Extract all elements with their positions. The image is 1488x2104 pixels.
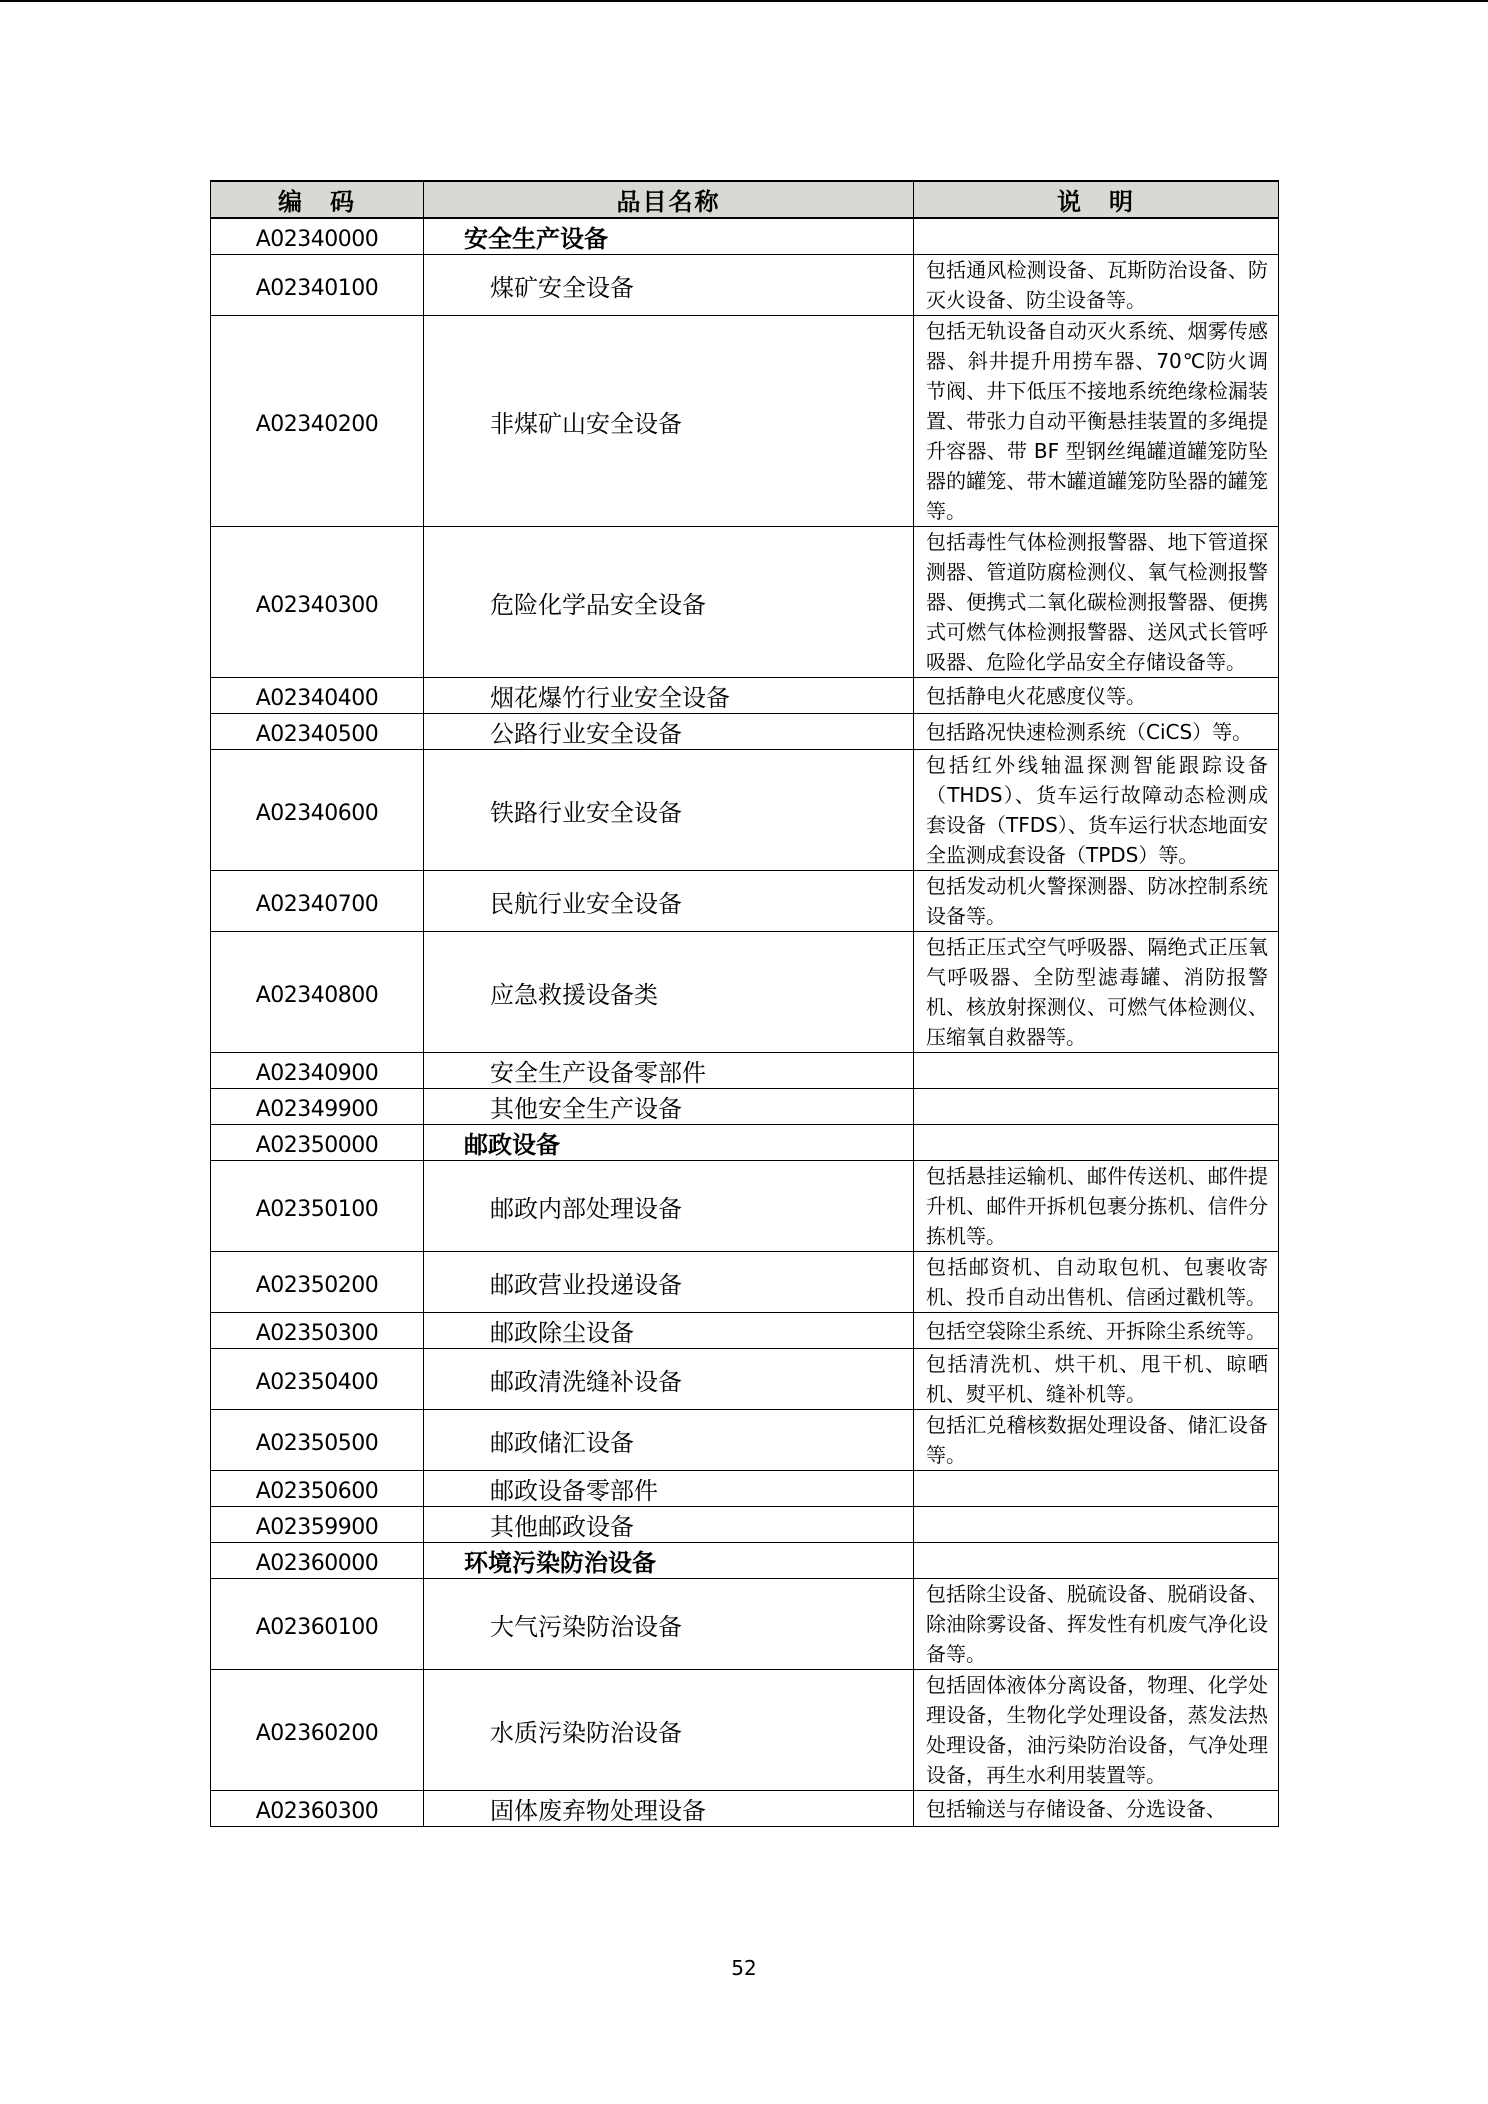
item-code: A02340800 [211,932,424,1053]
item-name: 邮政设备 [424,1125,914,1161]
item-description: 包括除尘设备、脱硫设备、脱硝设备、除油除雾设备、挥发性有机废气净化设备等。 [914,1579,1279,1670]
item-code: A02340200 [211,316,424,527]
item-name: 危险化学品安全设备 [424,527,914,678]
item-name: 邮政内部处理设备 [424,1161,914,1252]
top-border-rule [0,0,1488,2]
item-code: A02340600 [211,750,424,871]
item-name: 铁路行业安全设备 [424,750,914,871]
table-row [211,1579,1279,1670]
item-description: 包括邮资机、自动取包机、包裹收寄机、投币自动出售机、信函过戳机等。 [914,1252,1279,1313]
item-description: 包括输送与存储设备、分选设备、 [914,1791,1279,1827]
item-name: 其他邮政设备 [424,1507,914,1543]
item-code: A02340000 [211,218,424,255]
item-description: 包括悬挂运输机、邮件传送机、邮件提升机、邮件开拆机包裹分拣机、信件分拣机等。 [914,1161,1279,1252]
item-name: 安全生产设备 [424,218,914,255]
item-name: 邮政除尘设备 [424,1313,914,1349]
item-code: A02350400 [211,1349,424,1410]
item-name: 烟花爆竹行业安全设备 [424,678,914,714]
table-row [211,1089,1279,1125]
table-body [211,218,1279,1827]
table-row [211,750,1279,871]
item-description [914,1089,1279,1125]
item-code: A02350500 [211,1410,424,1471]
header-name: 品目名称 [424,181,914,218]
item-description: 包括路况快速检测系统（CiCS）等。 [914,714,1279,750]
table-row [211,1791,1279,1827]
item-name: 其他安全生产设备 [424,1089,914,1125]
item-description: 包括固体液体分离设备，物理、化学处理设备，生物化学处理设备，蒸发法热处理设备，油污染防治设备，气净处理设备，再生水利用装置等。 [914,1670,1279,1791]
table-row [211,1507,1279,1543]
table-row [211,1670,1279,1791]
item-description [914,1507,1279,1543]
item-name: 民航行业安全设备 [424,871,914,932]
item-description: 包括红外线轴温探测智能跟踪设备（THDS）、货车运行故障动态检测成套设备（TFDS）、货车运行状态地面安全监测成套设备（TPDS）等。 [914,750,1279,871]
item-description [914,218,1279,255]
item-name: 安全生产设备零部件 [424,1053,914,1089]
item-code: A02340100 [211,255,424,316]
item-name: 邮政营业投递设备 [424,1252,914,1313]
item-code: A02360300 [211,1791,424,1827]
table-row [211,316,1279,527]
item-code: A02350100 [211,1161,424,1252]
header-desc: 说 明 [914,181,1279,218]
item-code: A02340900 [211,1053,424,1089]
item-name: 水质污染防治设备 [424,1670,914,1791]
page-number: 52 [731,1956,757,1980]
table-row [211,1410,1279,1471]
item-code: A02340300 [211,527,424,678]
item-name: 邮政设备零部件 [424,1471,914,1507]
category-row [211,218,1279,255]
item-code: A02340500 [211,714,424,750]
category-row [211,1125,1279,1161]
item-name: 煤矿安全设备 [424,255,914,316]
item-description: 包括汇兑稽核数据处理设备、储汇设备等。 [914,1410,1279,1471]
table-row [211,678,1279,714]
item-name: 公路行业安全设备 [424,714,914,750]
table-row [211,1252,1279,1313]
item-description: 包括发动机火警探测器、防冰控制系统设备等。 [914,871,1279,932]
item-code: A02350000 [211,1125,424,1161]
catalog-table [210,180,1279,1827]
item-name: 邮政清洗缝补设备 [424,1349,914,1410]
item-description: 包括空袋除尘系统、开拆除尘系统等。 [914,1313,1279,1349]
table-row [211,255,1279,316]
item-name: 非煤矿山安全设备 [424,316,914,527]
item-name: 应急救援设备类 [424,932,914,1053]
item-code: A02350200 [211,1252,424,1313]
item-code: A02360000 [211,1543,424,1579]
item-name: 固体废弃物处理设备 [424,1791,914,1827]
table-row [211,1161,1279,1252]
item-name: 环境污染防治设备 [424,1543,914,1579]
table-row [211,1313,1279,1349]
item-code: A02349900 [211,1089,424,1125]
item-code: A02360200 [211,1670,424,1791]
item-code: A02360100 [211,1579,424,1670]
item-code: A02340700 [211,871,424,932]
table-row [211,932,1279,1053]
item-name: 邮政储汇设备 [424,1410,914,1471]
item-description: 包括正压式空气呼吸器、隔绝式正压氧气呼吸器、全防型滤毒罐、消防报警机、核放射探测仪、可燃气体检测仪、压缩氧自救器等。 [914,932,1279,1053]
item-description [914,1053,1279,1089]
table-row [211,1349,1279,1410]
table-row [211,1471,1279,1507]
item-description [914,1543,1279,1579]
item-description: 包括毒性气体检测报警器、地下管道探测器、管道防腐检测仪、氧气检测报警器、便携式二氧化碳检测报警器、便携式可燃气体检测报警器、送风式长管呼吸器、危险化学品安全存储设备等。 [914,527,1279,678]
item-code: A02350600 [211,1471,424,1507]
table-header [211,181,1279,218]
table-row [211,714,1279,750]
header-row [211,181,1279,218]
item-description: 包括无轨设备自动灭火系统、烟雾传感器、斜井提升用捞车器、70℃防火调节阀、井下低压不接地系统绝缘检漏装置、带张力自动平衡悬挂装置的多绳提升容器、带 BF 型钢丝绳罐道罐笼防坠器的罐笼、带木罐道罐笼防坠器的罐笼等。 [914,316,1279,527]
item-description: 包括通风检测设备、瓦斯防治设备、防灭火设备、防尘设备等。 [914,255,1279,316]
table-row [211,527,1279,678]
header-code: 编 码 [211,181,424,218]
item-description [914,1125,1279,1161]
item-code: A02350300 [211,1313,424,1349]
item-description: 包括静电火花感度仪等。 [914,678,1279,714]
item-description: 包括清洗机、烘干机、甩干机、晾晒机、熨平机、缝补机等。 [914,1349,1279,1410]
item-code: A02359900 [211,1507,424,1543]
item-name: 大气污染防治设备 [424,1579,914,1670]
item-code: A02340400 [211,678,424,714]
table-row [211,1053,1279,1089]
item-description [914,1471,1279,1507]
category-row [211,1543,1279,1579]
table-row [211,871,1279,932]
